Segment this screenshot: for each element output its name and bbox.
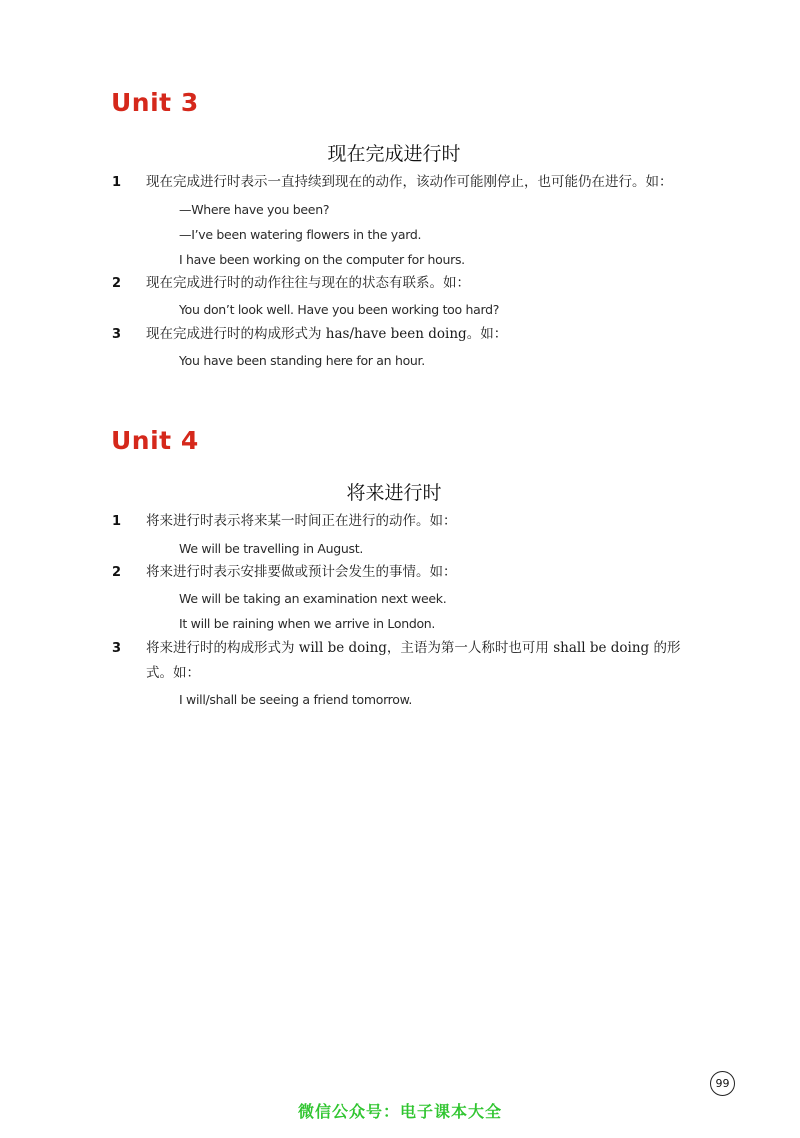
unit-4-title: Unit 4: [111, 426, 199, 455]
section-title-present-perfect-continuous: 现在完成进行时: [327, 143, 461, 165]
grammar-rule: 现在完成进行时的构成形式为 has/have been doing。如：: [146, 326, 508, 342]
unit-3-title: Unit 3: [111, 88, 199, 117]
example-sentence: It will be raining when we arrive in London.: [179, 616, 436, 631]
example-sentence: You don’t look well. Have you been working too hard?: [179, 302, 500, 317]
grammar-rule: 现在完成进行时表示一直持续到现在的动作，该动作可能刚停止，也可能仍在进行。如：: [146, 174, 673, 190]
grammar-rule: 现在完成进行时的动作往往与现在的状态有联系。如：: [146, 275, 470, 291]
item-number: 3: [112, 327, 122, 342]
item-number: 1: [112, 175, 122, 190]
item-number: 2: [112, 276, 122, 291]
item-number: 2: [112, 565, 122, 580]
section-title-future-continuous: 将来进行时: [346, 482, 442, 504]
example-sentence: —I’ve been watering flowers in the yard.: [179, 227, 422, 242]
example-sentence: You have been standing here for an hour.: [179, 353, 425, 368]
item-number: 1: [112, 514, 122, 529]
item-number: 3: [112, 641, 122, 656]
example-sentence: We will be taking an examination next week.: [179, 591, 447, 606]
example-sentence: I will/shall be seeing a friend tomorrow.: [179, 692, 413, 707]
footer-watermark: 微信公众号：电子课本大全: [297, 1102, 502, 1121]
page-number: 99: [710, 1071, 735, 1096]
grammar-rule: 将来进行时的构成形式为 will be doing，主语为第一人称时也可用 shall be doing 的形式。如：: [146, 640, 681, 681]
example-sentence: —Where have you been?: [179, 202, 330, 217]
example-sentence: We will be travelling in August.: [179, 541, 364, 556]
grammar-rule: 将来进行时表示安排要做或预计会发生的事情。如：: [146, 564, 457, 580]
grammar-rule: 将来进行时表示将来某一时间正在进行的动作。如：: [146, 513, 457, 529]
example-sentence: I have been working on the computer for hours.: [179, 252, 465, 267]
